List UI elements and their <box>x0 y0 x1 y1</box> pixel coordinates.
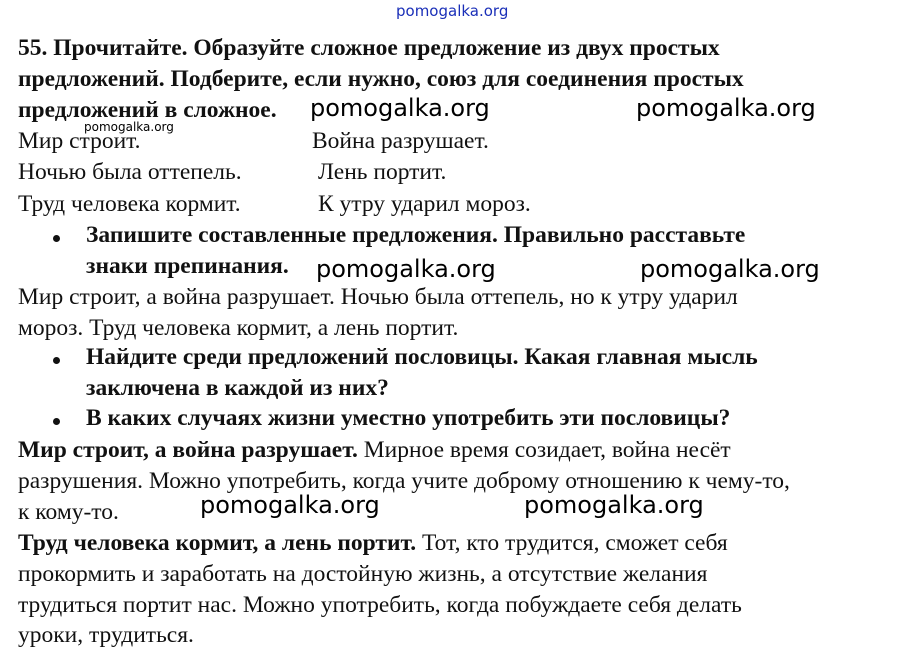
bullet-icon <box>53 418 60 425</box>
watermark: pomogalka.org <box>640 255 820 283</box>
bullet-2-line-2: заключена в каждой из них? <box>86 375 389 401</box>
pair-left-1: Мир строит. <box>18 128 141 154</box>
proverb-1-title: Мир строит, а война разрушает. <box>18 437 358 463</box>
proverb-2-text: Тот, кто трудится, сможет себя <box>416 530 728 556</box>
watermark: pomogalka.org <box>310 94 490 122</box>
proverb-2-line-2: прокормить и заработать на достойную жизнь, а отсутствие желания <box>18 561 708 587</box>
task-line-2: предложений. Подберите, если нужно, союз для соединения простых <box>18 66 744 92</box>
pair-right-2: Лень портит. <box>318 159 447 185</box>
proverb-2-title: Труд человека кормит, а лень портит. <box>18 530 417 556</box>
watermark: pomogalka.org <box>200 491 380 519</box>
bullet-1-line-2: знаки препинания. <box>86 253 289 279</box>
bullet-icon <box>53 235 60 242</box>
answer-1-line-1: Мир строит, а война разрушает. Ночью была оттепель, но к утру ударил <box>18 284 738 310</box>
pair-right-3: К утру ударил мороз. <box>318 191 531 217</box>
proverb-1-line-1 <box>18 435 731 466</box>
task-line-3: предложений в сложное. <box>18 97 277 123</box>
pair-left-2: Ночью была оттепель. <box>18 159 242 185</box>
pair-left-3: Труд человека кормит. <box>18 191 241 217</box>
watermark-top: pomogalka.org <box>396 2 509 20</box>
watermark-small: pomogalka.org <box>84 120 174 134</box>
bullet-1-line-1: Запишите составленные предложения. Правильно расставьте <box>86 222 746 248</box>
watermark: pomogalka.org <box>524 491 704 519</box>
proverb-1-line-2: разрушения. Можно употребить, когда учите доброму отношению к чему-то, <box>18 468 790 494</box>
pair-right-1: Война разрушает. <box>312 128 489 154</box>
watermark: pomogalka.org <box>636 94 816 122</box>
task-line-1: 55. Прочитайте. Образуйте сложное предложение из двух простых <box>18 35 720 61</box>
proverb-2-line-3: трудиться портит нас. Можно употребить, когда побуждаете себя делать <box>18 592 742 618</box>
answer-1-line-2: мороз. Труд человека кормит, а лень портит. <box>18 315 459 341</box>
bullet-2-line-1: Найдите среди предложений пословицы. Какая главная мысль <box>86 344 758 370</box>
bullet-3-line-1: В каких случаях жизни уместно употребить эти пословицы? <box>86 405 731 431</box>
proverb-2-line-1 <box>18 528 728 559</box>
proverb-1-line-3: к кому-то. <box>18 499 119 525</box>
bullet-icon <box>53 357 60 364</box>
watermark: pomogalka.org <box>316 255 496 283</box>
proverb-1-text: Мирное время созидает, война несёт <box>357 437 731 463</box>
proverb-2-line-4: уроки, трудиться. <box>18 622 194 648</box>
